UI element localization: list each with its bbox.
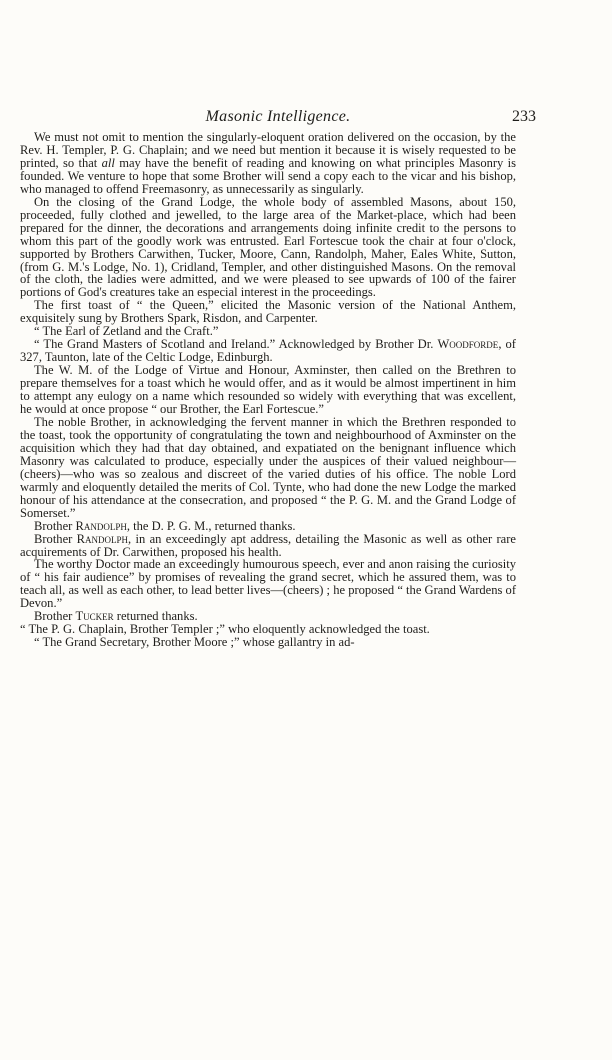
page-header xyxy=(20,108,536,132)
paragraph-doctor-speech: The worthy Doctor made an exceedingly humourous speech, ever and anon raising the curiosity of “ his fair audience” by promises of revealing the grand secret, which he assured them, was to teach all, as well as each other, to lead better lives—(cheers) ; he proposed “ the Grand Wardens of Devon.” xyxy=(20,557,516,611)
running-title: Masonic Intelligence. xyxy=(205,108,351,125)
paragraph-grand-masters-toast: “ The Grand Masters of Scotland and Ireland.” Acknowledged by Brother Dr. Woodforde, of 327, Taunton, late of the Celtic Lodge, Edinburgh. xyxy=(20,337,516,365)
name-randolph: Randolph xyxy=(76,531,129,546)
page-number: 233 xyxy=(512,108,536,125)
paragraph-grand-lodge-closing: On the closing of the Grand Lodge, the whole body of assembled Masons, about 150, proceeded, fully clothed and jewelled, to the large area of the Market-place, which had been prepared for the dinner, the decorations and arrangements doing infinite credit to the persons to whom this part of the goodly work was entrusted. Earl Fortescue took the chair at four o'clock, supported by Brothers Carwithen, Tucker, Moore, Cann, Randolph, Maher, Eales White, Sutton, (from G. M.'s Lodge, No. 1), Cridland, Templer, and other distinguished Masons. On the removal of the cloth, the ladies were admitted, and we were pleased to see upwards of 100 of the fairer portions of God's creatures take an especial interest in the proceedings. xyxy=(20,194,516,300)
name-tucker: Tucker xyxy=(75,609,114,624)
paragraph-secretary-toast: “ The Grand Secretary, Brother Moore ;” whose gallantry in ad- xyxy=(34,635,355,650)
paragraph-randolph-thanks: Brother Randolph, the D. P. G. M., returned thanks. xyxy=(34,518,296,533)
paragraph-zetland-toast: “ The Earl of Zetland and the Craft.” xyxy=(34,324,219,339)
paragraph-randolph-address: Brother Randolph, in an exceedingly apt address, detailing the Masonic as well as other rare acquirements of Dr. Carwithen, proposed his health. xyxy=(20,531,516,559)
article-body xyxy=(20,131,516,649)
paragraph-earl-fortescue-toast: The W. M. of the Lodge of Virtue and Honour, Axminster, then called on the Brethren to prepare themselves for a toast which he would offer, and as it would be almost impertinent in him to attempt any eulogy on a name which resounded so widely with everything that was excellent, he would at once propose “ our Brother, the Earl Fortescue.” xyxy=(20,363,516,417)
paragraph-queen-toast: The first toast of “ the Queen,” elicited the Masonic version of the National Anthem, exquisitely sung by Brothers Spark, Risdon, and Carpenter. xyxy=(20,298,516,326)
name-randolph: Randolph xyxy=(75,518,127,533)
paragraph-chaplain-toast: “ The P. G. Chaplain, Brother Templer ;” who eloquently acknowledged the toast. xyxy=(20,622,430,637)
emphasis-all: all xyxy=(101,155,115,170)
paragraph-vicar-and-bishop: We must not omit to mention the singularly-eloquent oration delivered on the occasion, by the Rev. H. Templer, P. G. Chaplain; and we need but mention it because it is wisely requested to be printed, so that all may have the benefit of reading and knowing on what principles Masonry is founded. We venture to hope that some Brother will send a copy each to the vicar and his bishop, who managed to offend Freemasonry, as unnecessarily as singularly. xyxy=(20,130,517,196)
name-woodforde: Woodforde xyxy=(437,337,499,352)
paragraph-noble-brother-reply: The noble Brother, in acknowledging the fervent manner in which the Brethren responded to the toast, took the opportunity of congratulating the town and neighbourhood of Axminster on the acquisition which they had that day obtained, and expatiated on the benignant influence which Masonry was calculated to produce, especially under the auspices of their valued neighbour—(cheers)—who was so zealous and discreet of the varied duties of his office. The noble Lord warmly and eloquently detailed the merits of Col. Tynte, who had done the new Lodge the marked honour of his attendance at the consecration, and proposed “ the P. G. M. and the Grand Lodge of Somerset.” xyxy=(20,414,516,520)
paragraph-tucker-thanks: Brother Tucker returned thanks. xyxy=(34,609,198,624)
